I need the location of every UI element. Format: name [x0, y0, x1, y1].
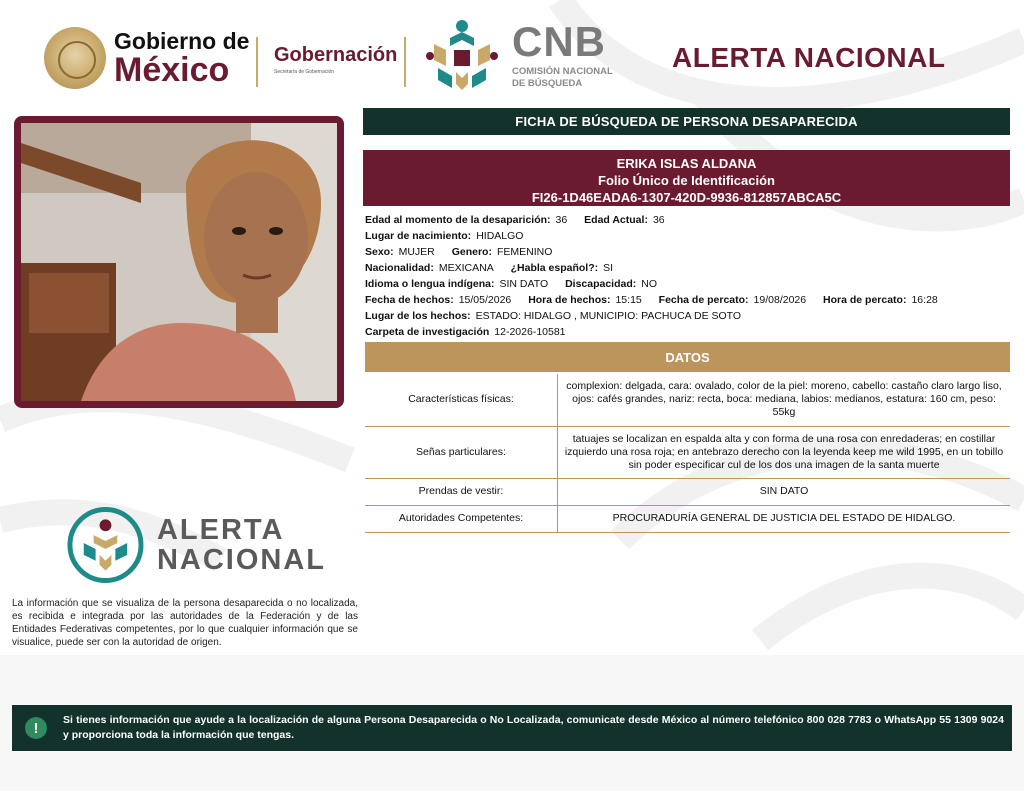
sexo-label: Sexo:	[365, 246, 394, 258]
edad-actual-value: 36	[652, 214, 665, 226]
row-value: tatuajes se localizan en espalda alta y con forma de una rosa con enredaderas; en costillar izquierdo una rosa roja; en antebrazo derecho con la leyenda keep me wild 1995, en un tobillo sin poder especificar cul de los dos una imagen de la santa muerte	[558, 426, 1011, 478]
table-row	[365, 426, 1010, 478]
lugar-nacimiento-value: HIDALGO	[476, 230, 524, 242]
carpeta-value: 12-2026-10581	[494, 326, 566, 338]
carpeta-label: Carpeta de investigación	[365, 326, 490, 338]
table-row	[365, 374, 1010, 426]
alerta-nacional-title: ALERTA NACIONAL	[672, 42, 946, 73]
folio-value: FI26-1D46EADA6-1307-420D-9936-812857ABCA5C	[531, 190, 842, 205]
contact-message: Si tienes información que ayude a la localización de alguna Persona Desaparecida o No Localizada, comunicate desde México al número telefónico 800 028 7783 o WhatsApp 55 1309 9024 y proporciona toda la información que tengas.	[63, 714, 1004, 741]
cnb-sub-2: DE BÚSQUEDA	[512, 78, 583, 89]
hora-hechos-label: Hora de hechos:	[528, 294, 611, 306]
habla-espanol-value: SI	[603, 262, 614, 274]
ficha-title-bar: FICHA DE BÚSQUEDA DE PERSONA DESAPARECIDA	[363, 108, 1010, 135]
lugar-nacimiento-label: Lugar de nacimiento:	[365, 230, 472, 242]
gobernacion-sub: Secretaría de Gobernación	[274, 69, 335, 75]
row-value: complexion: delgada, cara: ovalado, color de la piel: moreno, cabello: castaño claro largo liso, ojos: cafés grandes, nariz: recta, boca: mediana, labios: medianos, estatura: 160 cm, peso: 55kg	[558, 374, 1011, 426]
gobierno-label: Gobierno de	[114, 27, 250, 54]
discapacidad-label: Discapacidad:	[565, 278, 637, 290]
habla-espanol-label: ¿Habla español?:	[510, 262, 599, 274]
header-divider	[256, 37, 258, 87]
person-photo	[21, 123, 337, 401]
alerta-nacional-logo	[66, 503, 326, 587]
national-seal-icon	[44, 27, 106, 89]
datos-title-bar: DATOS	[365, 342, 1010, 372]
hora-hechos-value: 15:15	[615, 294, 642, 306]
row-label: Señas particulares:	[365, 426, 558, 478]
nacionalidad-label: Nacionalidad:	[365, 262, 434, 274]
details-row-sexo	[365, 244, 1010, 260]
photo-frame	[14, 116, 344, 408]
hora-percato-value: 16:28	[911, 294, 938, 306]
alerta-nacional-emblem-icon	[66, 505, 145, 585]
row-label: Prendas de vestir:	[365, 478, 558, 505]
row-value: PROCURADURÍA GENERAL DE JUSTICIA DEL ESTADO DE HIDALGO.	[558, 505, 1011, 532]
an-line2: NACIONAL	[156, 544, 326, 576]
idioma-value: SIN DATO	[499, 278, 549, 290]
details-row-idioma	[365, 276, 1010, 292]
an-line1: ALERTA	[156, 514, 285, 546]
folio-label: Folio Único de Identificación	[598, 173, 775, 188]
exclamation-icon: !	[25, 717, 47, 739]
datos-table	[365, 374, 1010, 533]
table-row	[365, 505, 1010, 532]
row-value: SIN DATO	[558, 478, 1011, 505]
gobernacion-label: Gobernación	[274, 44, 398, 66]
details-row-fechas	[365, 292, 1010, 308]
idioma-label: Idioma o lengua indígena:	[365, 278, 495, 290]
details-row-nacimiento	[365, 228, 1010, 244]
cnb-label: CNB	[512, 18, 606, 65]
disclaimer-text: La información que se visualiza de la persona desaparecida o no localizada, es recibida e integrada por las autoridades de la Federación y de las Entidades Federativas competentes, por lo que cualquier información que se visualice, puede ser con la autoridad de origen.	[12, 598, 358, 648]
edad-desaparicion-label: Edad al momento de la desaparición:	[365, 214, 551, 226]
genero-label: Genero:	[451, 246, 492, 258]
person-details	[365, 212, 1010, 340]
person-header	[363, 150, 1010, 206]
row-label: Características físicas:	[365, 374, 558, 426]
details-row-carpeta	[365, 324, 1010, 340]
details-row-lugar-hechos	[365, 308, 1010, 324]
cnb-emblem-icon	[420, 16, 504, 98]
genero-value: FEMENINO	[496, 246, 553, 258]
fecha-percato-value: 19/08/2026	[753, 294, 807, 306]
cnb-sub-1: COMISIÓN NACIONAL	[512, 66, 613, 77]
nacionalidad-value: MEXICANA	[438, 262, 494, 274]
discapacidad-value: NO	[641, 278, 658, 290]
cnb-logo	[420, 16, 635, 98]
person-name: ERIKA ISLAS ALDANA	[616, 156, 757, 171]
gobierno-de-mexico-logo	[44, 26, 254, 90]
hora-percato-label: Hora de percato:	[823, 294, 907, 306]
table-row	[365, 478, 1010, 505]
edad-desaparicion-value: 36	[555, 214, 568, 226]
row-label: Autoridades Competentes:	[365, 505, 558, 532]
edad-actual-label: Edad Actual:	[584, 214, 648, 226]
details-row-edad	[365, 212, 1010, 228]
fecha-percato-label: Fecha de percato:	[658, 294, 749, 306]
mexico-label: México	[114, 50, 230, 89]
lugar-hechos-value: ESTADO: HIDALGO , MUNICIPIO: PACHUCA DE SOTO	[475, 310, 742, 322]
fecha-hechos-value: 15/05/2026	[458, 294, 512, 306]
contact-footer	[12, 705, 1012, 751]
header-divider	[404, 37, 406, 87]
fecha-hechos-label: Fecha de hechos:	[365, 294, 454, 306]
lugar-hechos-label: Lugar de los hechos:	[365, 310, 471, 322]
details-row-nacionalidad	[365, 260, 1010, 276]
sexo-value: MUJER	[398, 246, 435, 258]
gobernacion-logo	[274, 44, 397, 75]
